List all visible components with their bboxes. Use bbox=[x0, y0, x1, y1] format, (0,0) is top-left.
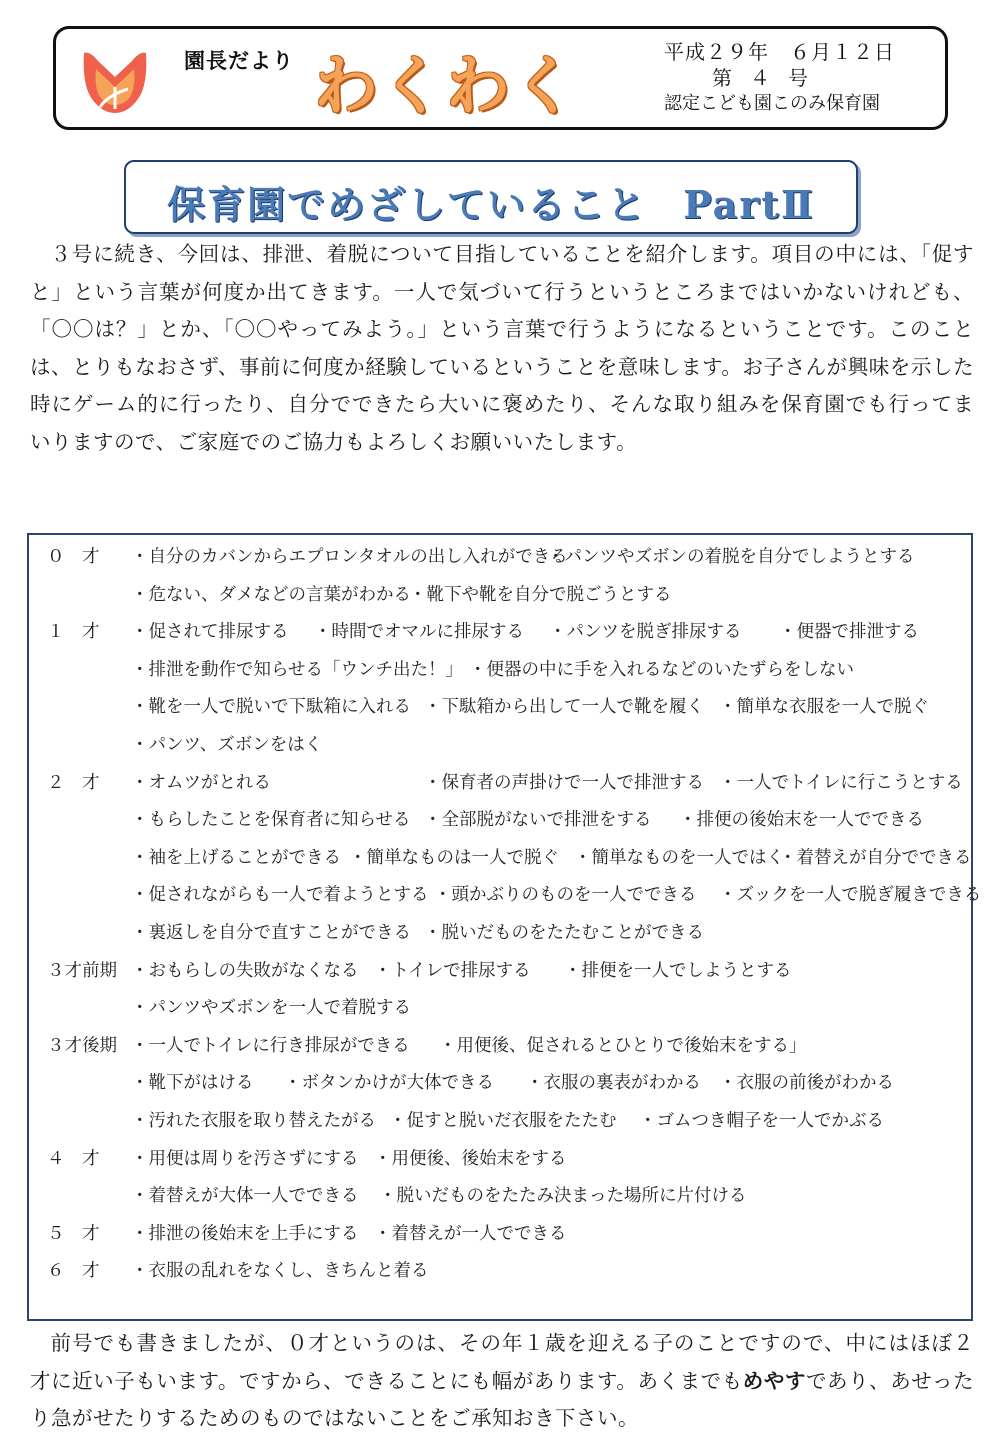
milestone-item: ・危ない、ダメなどの言葉がわかる bbox=[131, 584, 411, 605]
milestone-item: ・パンツを脱ぎ排尿する bbox=[549, 622, 742, 643]
milestone-item: ・用便後、後始末をする bbox=[374, 1148, 567, 1169]
milestone-row bbox=[29, 612, 971, 650]
milestone-row bbox=[29, 951, 971, 989]
milestone-item: ・便器の中に手を入れるなどのいたずらをしない bbox=[469, 659, 854, 680]
milestone-item: ・排便を一人でしようとする bbox=[564, 960, 792, 981]
newsletter-label: 園長だより bbox=[184, 49, 294, 73]
milestone-item: ・ボタンかけが大体できる bbox=[284, 1073, 494, 1094]
milestone-item: ・パンツやズボンを一人で着脱する bbox=[131, 998, 411, 1019]
milestone-age: ２ 才 bbox=[47, 772, 100, 793]
milestone-item: ・頭かぶりのものを一人でできる bbox=[434, 885, 697, 906]
closing-paragraph bbox=[30, 1325, 974, 1438]
milestone-age: ５ 才 bbox=[47, 1223, 100, 1244]
milestone-row bbox=[29, 575, 971, 613]
milestone-row bbox=[29, 1101, 971, 1139]
milestone-item: ・衣服の前後がわかる bbox=[719, 1073, 894, 1094]
milestone-item: ・靴を一人で脱いで下駄箱に入れる bbox=[131, 697, 411, 718]
milestone-age: ３才前期 bbox=[47, 960, 117, 981]
milestone-row bbox=[29, 650, 971, 688]
milestone-row bbox=[29, 763, 971, 801]
closing-emphasis: めやす bbox=[742, 1368, 806, 1393]
milestone-item: ・用便後、促されるとひとりで後始末をする」 bbox=[439, 1035, 807, 1056]
milestone-item: ・保育者の声掛けで一人で排泄する bbox=[424, 772, 704, 793]
milestone-row bbox=[29, 875, 982, 913]
milestone-row bbox=[29, 537, 971, 575]
newsletter-header bbox=[53, 26, 948, 130]
milestone-item: ・オムツがとれる bbox=[131, 772, 271, 793]
milestone-item: ・着替えが大体一人でできる bbox=[131, 1186, 359, 1207]
milestone-item: ・排泄を動作で知らせる「ウンチ出た！」 bbox=[131, 659, 463, 680]
milestone-item: ・促すと脱いだ衣服をたたむ bbox=[389, 1111, 617, 1131]
milestone-row bbox=[29, 1176, 971, 1214]
milestone-row bbox=[29, 988, 971, 1026]
milestone-item: ・一人でトイレに行き排尿ができる bbox=[131, 1035, 410, 1056]
milestone-row bbox=[29, 1251, 971, 1289]
milestone-item: ・簡単な衣服を一人で脱ぐ bbox=[719, 697, 929, 718]
organization-name: 認定こども園このみ保育園 bbox=[664, 93, 880, 114]
milestone-item: ・ズックを一人で脱ぎ履きできる bbox=[719, 885, 982, 906]
milestone-item: ・用便は周りを汚さずにする bbox=[131, 1148, 359, 1169]
newsletter-title: わくわく bbox=[314, 50, 578, 124]
milestone-row bbox=[29, 838, 971, 876]
closing-text-before: 前号でも書きましたが、０才というのは、その年１歳を迎える子のことですので、中にはほぼ２才に近い子もいます。ですから、できることにも幅があります。あくまでも bbox=[30, 1331, 974, 1393]
milestone-item: ・下駄箱から出して一人で靴を履く bbox=[424, 697, 704, 718]
milestone-item: ・促されて排尿する bbox=[131, 622, 289, 643]
milestone-row bbox=[29, 800, 971, 838]
milestone-item: ・簡単なものを一人ではく bbox=[574, 847, 784, 868]
milestone-item: ・排泄の後始末を上手にする bbox=[131, 1223, 359, 1244]
intro-paragraph: ３号に続き、今回は、排泄、着脱について目指していることを紹介します。項目の中には、「促すと」という言葉が何度か出てきます。一人で気づいて行うというところまではいかないけれども、「〇〇は？」とか、「〇〇やってみよう。」という言葉で行うようになるということです。このことは、とりもなおさず、事前に何度か経験しているということを意味します。お子さんが興味を示した時にゲーム的に行ったり、自分でできたら大いに褒めたり、そんな取り組みを保育園でも行ってまいりますので、ご家庭でのご協力もよろしくお願いいたします。 bbox=[30, 242, 974, 454]
milestone-row bbox=[29, 687, 971, 725]
milestone-item: ・便器で排泄する bbox=[779, 622, 919, 643]
milestone-item: ・簡単なものは一人で脱ぐ bbox=[349, 847, 559, 868]
milestone-row bbox=[29, 1139, 971, 1177]
milestone-item: ・靴下や靴を自分で脱ごうとする bbox=[409, 584, 672, 605]
milestone-age: ３才後期 bbox=[47, 1035, 117, 1056]
milestone-item: ・もらしたことを保育者に知らせる bbox=[131, 810, 411, 831]
issue-meta bbox=[664, 39, 944, 117]
tulip-logo-icon bbox=[80, 47, 150, 117]
milestone-row bbox=[29, 1214, 971, 1252]
milestone-item: ・着替えが自分でできる bbox=[779, 847, 972, 868]
milestone-item: ・裏返しを自分で直すことができる bbox=[131, 923, 411, 943]
milestone-item: ・おもらしの失敗がなくなる bbox=[131, 960, 359, 981]
milestone-item: ・衣服の乱れをなくし、きちんと着る bbox=[131, 1261, 429, 1282]
milestone-item: ・トイレで排尿する bbox=[374, 960, 531, 981]
milestone-item: ・衣服の裏表がわかる bbox=[526, 1073, 701, 1094]
milestone-item: ・自分のカバンからエプロンタオルの出し入れができる bbox=[131, 547, 568, 567]
section-title bbox=[126, 174, 856, 229]
section-title-box bbox=[124, 160, 858, 234]
milestone-item: ・促されながらも一人で着ようとする bbox=[131, 885, 429, 906]
milestone-item: ・靴下がはける bbox=[131, 1073, 254, 1094]
section-title-part: PartⅡ bbox=[683, 182, 815, 227]
milestone-item: ・汚れた衣服を取り替えたがる bbox=[131, 1111, 376, 1131]
section-title-main: 保育園でめざしていること bbox=[167, 183, 648, 227]
issue-date: 平成２９年 ６月１２日 bbox=[664, 40, 895, 64]
closing-text-after: であり、あせったり急がせたりするためのものではないことをご承知おき下さい。 bbox=[30, 1368, 975, 1431]
milestone-row bbox=[29, 1063, 971, 1101]
milestone-age: １ 才 bbox=[47, 622, 100, 643]
milestone-age: ４ 才 bbox=[47, 1148, 100, 1169]
milestone-item: ・ゴムつき帽子を一人でかぶる bbox=[639, 1111, 884, 1131]
milestone-table bbox=[27, 533, 982, 1321]
issue-number: 第４号 bbox=[712, 66, 826, 90]
milestone-row bbox=[29, 725, 971, 763]
milestone-item: ・脱いだものをたたむことができる bbox=[424, 923, 704, 943]
milestone-item: ・袖を上げることができる bbox=[131, 847, 341, 868]
milestone-item: ・パンツやズボンの着脱を自分でしようとする bbox=[547, 547, 915, 567]
milestone-row bbox=[29, 913, 971, 951]
milestone-item: ・全部脱がないで排泄をする bbox=[424, 810, 652, 831]
milestone-item: ・パンツ、ズボンをはく bbox=[131, 735, 323, 755]
milestone-item: ・着替えが一人でできる bbox=[374, 1223, 567, 1244]
milestone-item: ・時間でオマルに排尿する bbox=[314, 622, 524, 643]
milestone-item: ・脱いだものをたたみ決まった場所に片付ける bbox=[379, 1186, 747, 1207]
milestone-item: ・排便の後始末を一人でできる bbox=[679, 810, 924, 831]
milestone-row bbox=[29, 1026, 971, 1064]
milestone-item: ・一人でトイレに行こうとする bbox=[719, 772, 963, 793]
milestone-age: ０ 才 bbox=[47, 547, 100, 567]
milestone-age: ６ 才 bbox=[47, 1261, 100, 1282]
